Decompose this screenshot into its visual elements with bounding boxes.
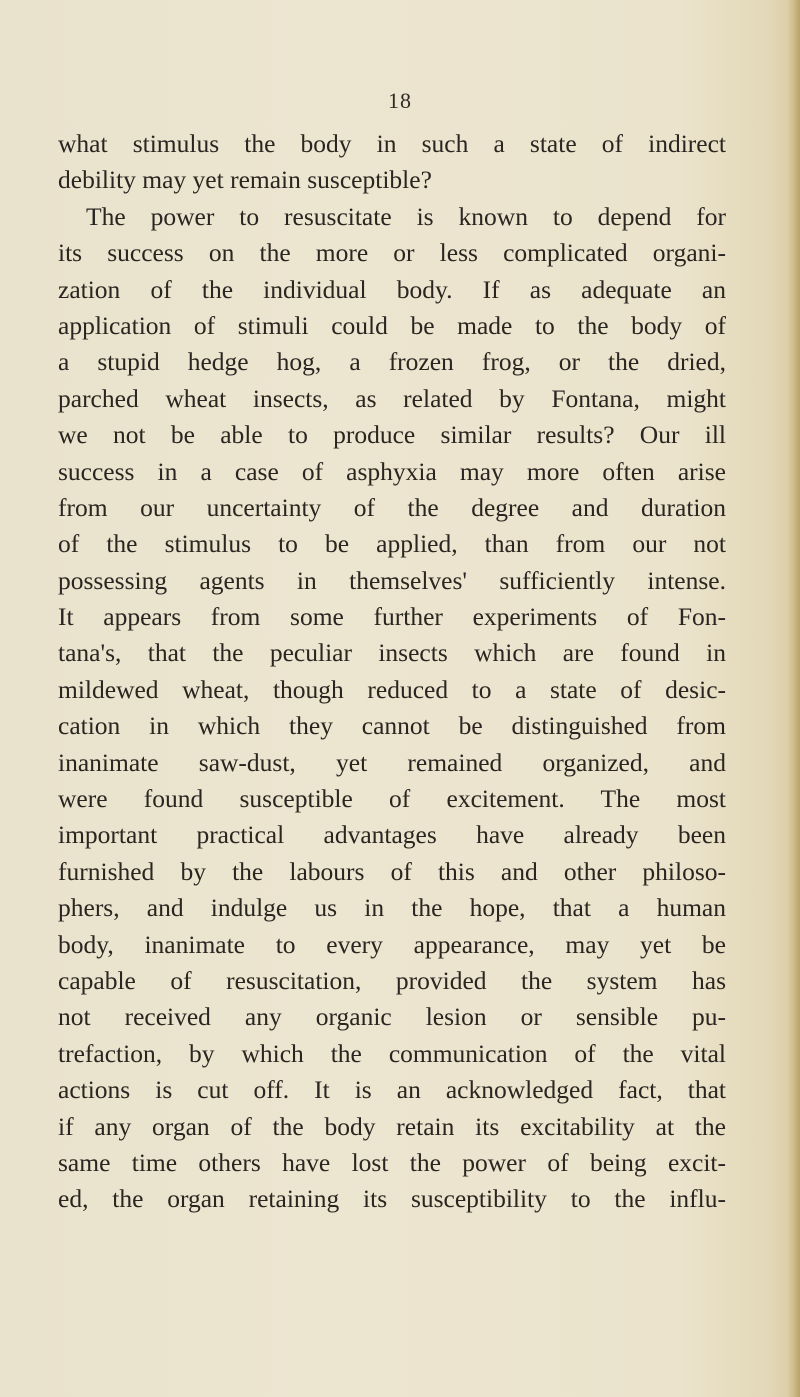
- text-line: possessing agents in themselves' sufficiently intense.: [58, 565, 726, 595]
- text-line: capable of resuscitation, provided the system has: [58, 965, 726, 995]
- text-line: tana's, that the peculiar insects which are found in: [58, 638, 726, 668]
- text-line: body, inanimate to every appearance, may yet be: [58, 929, 726, 959]
- text-line: success in a case of asphyxia may more often arise: [58, 456, 726, 486]
- text-line: what stimulus the body in such a state of indirect: [58, 129, 726, 158]
- text-line: cation in which they cannot be distinguished from: [58, 711, 726, 741]
- body-text: [58, 126, 726, 1218]
- text-line: were found susceptible of excitement. The most: [58, 784, 726, 814]
- text-line: phers, and indulge us in the hope, that a human: [58, 893, 726, 923]
- text-line: The power to resuscitate is known to depend for: [86, 201, 726, 231]
- text-line: ed, the organ retaining its susceptibility to the influ-: [58, 1184, 726, 1214]
- text-line: of the stimulus to be applied, than from our not: [58, 529, 726, 559]
- page-edge: [786, 0, 800, 1397]
- text-line: from our uncertainty of the degree and duration: [58, 492, 726, 522]
- text-line: a stupid hedge hog, a frozen frog, or the dried,: [58, 347, 726, 377]
- text-line: application of stimuli could be made to the body of: [58, 310, 726, 340]
- text-line: same time others have lost the power of being excit-: [58, 1147, 726, 1177]
- page-number: 18: [388, 88, 412, 113]
- text-line: It appears from some further experiments of Fon-: [58, 602, 726, 632]
- text-line: parched wheat insects, as related by Fontana, might: [58, 383, 726, 413]
- text-line: if any organ of the body retain its excitability at the: [58, 1111, 726, 1141]
- text-line: furnished by the labours of this and other philoso-: [58, 856, 726, 886]
- text-line: zation of the individual body. If as adequate an: [58, 274, 726, 304]
- text-line: inanimate saw-dust, yet remained organized, and: [58, 747, 726, 777]
- text-line: its success on the more or less complicated organi-: [58, 238, 726, 268]
- text-line: actions is cut off. It is an acknowledged fact, that: [58, 1075, 726, 1105]
- text-line: mildewed wheat, though reduced to a state of desic-: [58, 674, 726, 704]
- text-line: important practical advantages have already been: [58, 820, 726, 850]
- text-line: trefaction, by which the communication of the vital: [58, 1038, 726, 1068]
- text-line: we not be able to produce similar results? Our ill: [58, 420, 726, 450]
- text-line: debility may yet remain susceptible?: [58, 165, 432, 195]
- text-line: not received any organic lesion or sensible pu-: [58, 1002, 726, 1032]
